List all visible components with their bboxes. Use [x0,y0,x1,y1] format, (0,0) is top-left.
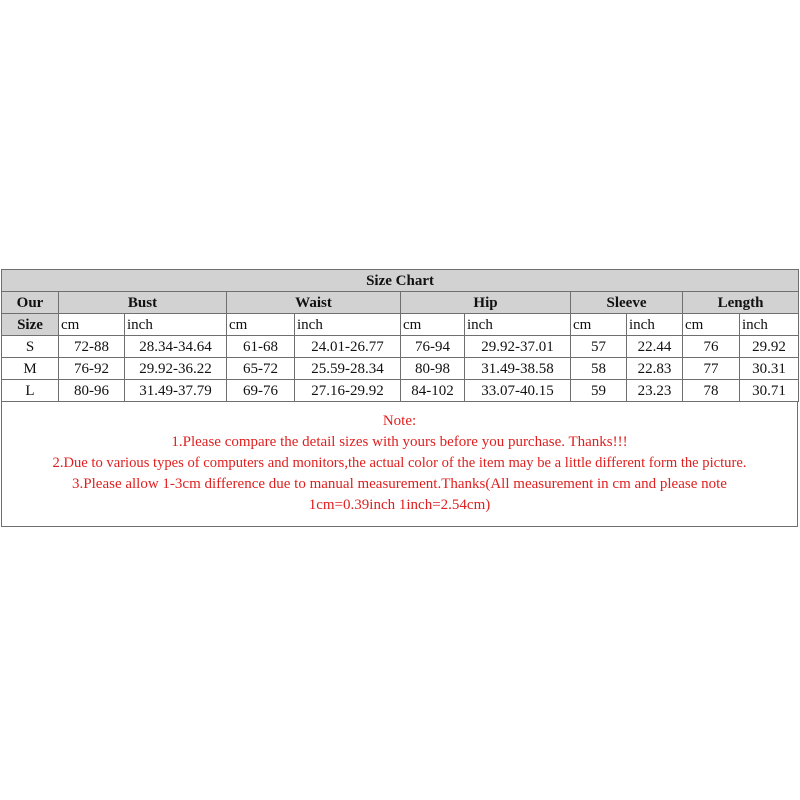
length-cm-cell: 77 [683,358,740,380]
bust-inch-cell: 29.92-36.22 [125,358,227,380]
bust-cm-unit: cm [59,314,125,336]
note-line-2: 2.Due to various types of computers and monitors,the actual color of the item may be a little different form the picture. [52,455,747,471]
bust-header: Bust [59,292,227,314]
sleeve-cm-cell: 58 [571,358,627,380]
sleeve-inch-cell: 23.23 [627,380,683,402]
hip-inch-cell: 29.92-37.01 [465,336,571,358]
hip-cm-unit: cm [401,314,465,336]
length-inch-unit: inch [740,314,799,336]
length-header: Length [683,292,799,314]
bust-cm-cell: 72-88 [59,336,125,358]
table-row [2,380,799,402]
waist-inch-cell: 24.01-26.77 [295,336,401,358]
our-size-label: Our [2,292,59,314]
note-box [1,402,798,527]
note-line-3: 3.Please allow 1-3cm difference due to manual measurement.Thanks(All measurement in cm and please note [72,476,727,492]
hip-header: Hip [401,292,571,314]
sleeve-inch-cell: 22.83 [627,358,683,380]
bust-inch-unit: inch [125,314,227,336]
note-heading: Note: [382,413,417,429]
length-cm-unit: cm [683,314,740,336]
waist-cm-cell: 69-76 [227,380,295,402]
length-inch-cell: 30.31 [740,358,799,380]
size-table [1,269,799,402]
waist-cm-unit: cm [227,314,295,336]
hip-inch-unit: inch [465,314,571,336]
size-cell: S [2,336,59,358]
bust-inch-cell: 31.49-37.79 [125,380,227,402]
sleeve-inch-unit: inch [627,314,683,336]
length-cm-cell: 78 [683,380,740,402]
length-inch-cell: 29.92 [740,336,799,358]
note-line-3-cont: 1cm=0.39inch 1inch=2.54cm) [308,497,491,513]
hip-inch-cell: 33.07-40.15 [465,380,571,402]
sleeve-cm-cell: 59 [571,380,627,402]
waist-cm-cell: 61-68 [227,336,295,358]
size-cell: M [2,358,59,380]
waist-cm-cell: 65-72 [227,358,295,380]
length-cm-cell: 76 [683,336,740,358]
bust-cm-cell: 76-92 [59,358,125,380]
table-row [2,336,799,358]
table-row [2,358,799,380]
waist-inch-unit: inch [295,314,401,336]
sleeve-cm-cell: 57 [571,336,627,358]
hip-cm-cell: 76-94 [401,336,465,358]
bust-cm-cell: 80-96 [59,380,125,402]
hip-cm-cell: 84-102 [401,380,465,402]
hip-cm-cell: 80-98 [401,358,465,380]
waist-header: Waist [227,292,401,314]
sleeve-header: Sleeve [571,292,683,314]
size-cell: L [2,380,59,402]
length-inch-cell: 30.71 [740,380,799,402]
sleeve-cm-unit: cm [571,314,627,336]
table-title: Size Chart [2,270,799,292]
sleeve-inch-cell: 22.44 [627,336,683,358]
size-label: Size [2,314,59,336]
bust-inch-cell: 28.34-34.64 [125,336,227,358]
hip-inch-cell: 31.49-38.58 [465,358,571,380]
waist-inch-cell: 27.16-29.92 [295,380,401,402]
size-chart [1,269,798,527]
waist-inch-cell: 25.59-28.34 [295,358,401,380]
note-line-1: 1.Please compare the detail sizes with yours before you purchase. Thanks!!! [171,434,628,450]
